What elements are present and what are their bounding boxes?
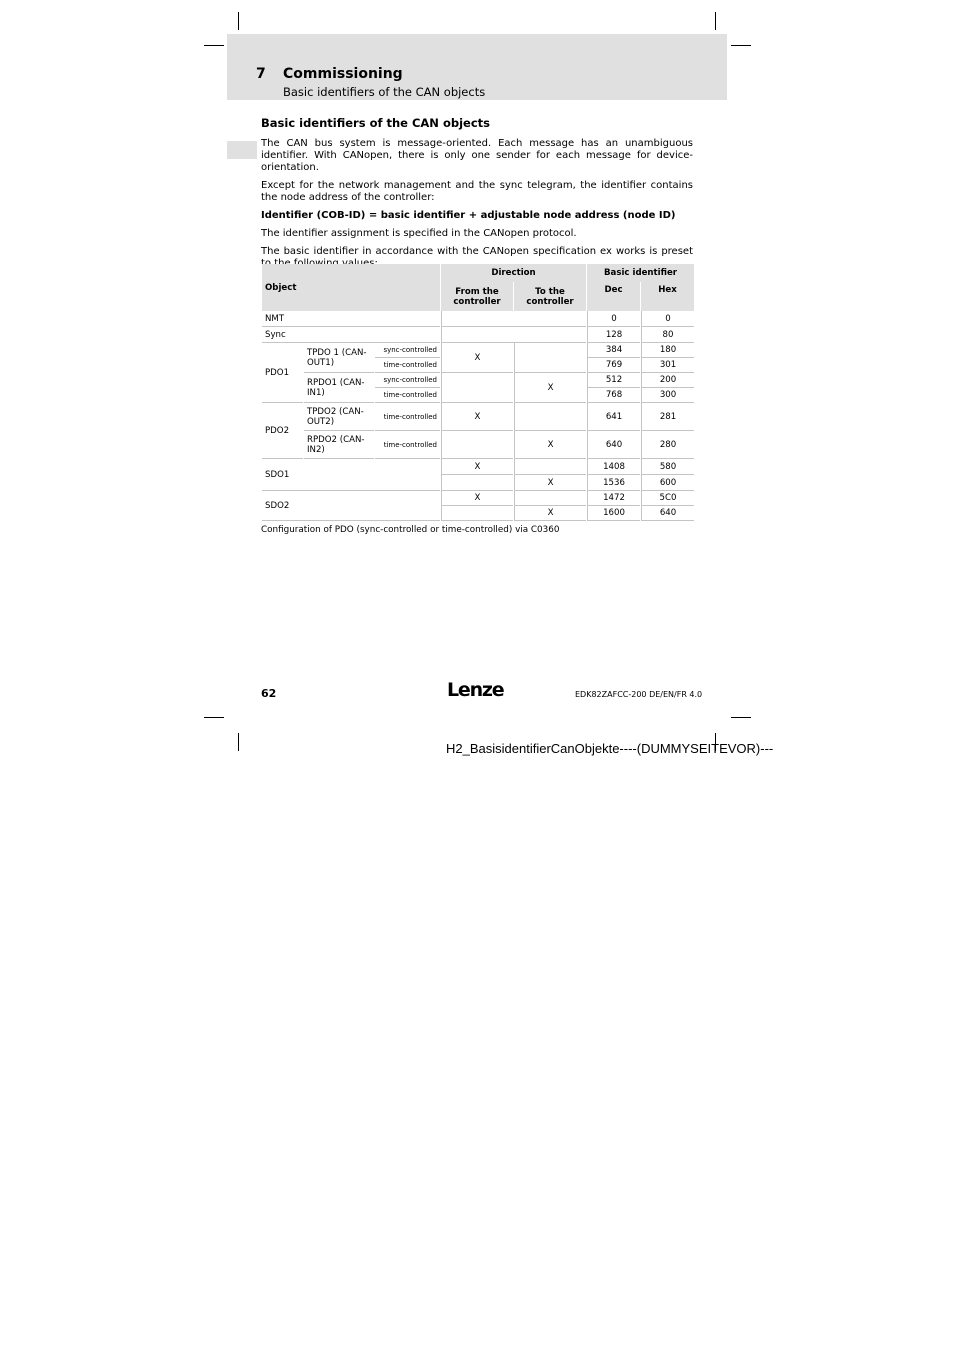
hex-cell: 0 <box>641 311 694 327</box>
mode-cell: time-controlled <box>375 388 440 403</box>
hex-cell: 600 <box>641 475 694 491</box>
from-cell <box>441 431 513 459</box>
dec-cell: 769 <box>587 358 640 373</box>
basic-identifier-table <box>261 264 695 521</box>
hex-cell: 280 <box>641 431 694 459</box>
side-tab-marker <box>227 141 257 159</box>
mode-cell: time-controlled <box>375 431 440 459</box>
header-dec: Dec <box>587 282 640 311</box>
dec-cell: 1536 <box>587 475 640 491</box>
mode-cell: sync-controlled <box>375 343 440 358</box>
hex-cell: 180 <box>641 343 694 358</box>
to-cell <box>514 343 586 373</box>
from-cell <box>441 373 513 403</box>
hex-cell: 580 <box>641 459 694 475</box>
lenze-logo: Lenze <box>447 679 504 701</box>
to-cell <box>514 491 586 506</box>
identifier-formula: Identifier (COB-ID) = basic identifier + adjustable node address (node ID) <box>261 210 676 221</box>
to-cell: X <box>514 475 586 491</box>
header-basic-identifier: Basic identifier <box>587 264 694 282</box>
object-cell: NMT <box>262 311 440 327</box>
direction-cell <box>441 311 586 327</box>
crop-mark <box>715 12 716 30</box>
crop-mark <box>204 45 224 46</box>
dec-cell: 640 <box>587 431 640 459</box>
table-row <box>262 311 694 327</box>
dec-cell: 1408 <box>587 459 640 475</box>
hex-cell: 5C0 <box>641 491 694 506</box>
table-row <box>262 373 694 388</box>
mode-cell: time-controlled <box>375 358 440 373</box>
rpdo2-cell: RPDO2 (CAN-IN2) <box>304 431 374 459</box>
from-cell <box>441 475 513 491</box>
table-caption: Configuration of PDO (sync-controlled or time-controlled) via C0360 <box>261 525 560 535</box>
dummy-page-label: H2_BasisidentifierCanObjekte----(DUMMYSEITEVOR)--- <box>446 741 774 756</box>
object-cell: SDO1 <box>262 459 440 491</box>
hex-cell: 200 <box>641 373 694 388</box>
dec-cell: 128 <box>587 327 640 343</box>
from-cell: X <box>441 403 513 431</box>
dec-cell: 1472 <box>587 491 640 506</box>
object-cell: Sync <box>262 327 440 343</box>
table-row <box>262 343 694 358</box>
crop-mark <box>238 733 239 751</box>
mode-cell: time-controlled <box>375 403 440 431</box>
table-row <box>262 403 694 431</box>
crop-mark <box>204 717 224 718</box>
dec-cell: 768 <box>587 388 640 403</box>
rpdo1-cell: RPDO1 (CAN-IN1) <box>304 373 374 403</box>
section-content <box>261 116 693 276</box>
crop-mark <box>731 45 751 46</box>
hex-cell: 300 <box>641 388 694 403</box>
object-cell: SDO2 <box>262 491 440 521</box>
tpdo2-cell: TPDO2 (CAN-OUT2) <box>304 403 374 431</box>
dec-cell: 384 <box>587 343 640 358</box>
to-cell <box>514 403 586 431</box>
crop-mark <box>731 717 751 718</box>
header-to-controller: To the controller <box>514 282 586 311</box>
to-cell: X <box>514 431 586 459</box>
header-direction: Direction <box>441 264 586 282</box>
paragraph: The identifier assignment is specified in the CANopen protocol. <box>261 228 577 239</box>
from-cell <box>441 506 513 521</box>
header-from-controller: From the controller <box>441 282 513 311</box>
dec-cell: 641 <box>587 403 640 431</box>
hex-cell: 301 <box>641 358 694 373</box>
chapter-number: 7 <box>256 66 266 82</box>
from-cell: X <box>441 343 513 373</box>
document-id: EDK82ZAFCC-200 DE/EN/FR 4.0 <box>575 690 703 699</box>
header-hex: Hex <box>641 282 694 311</box>
chapter-subtitle: Basic identifiers of the CAN objects <box>283 85 486 99</box>
object-cell: PDO2 <box>262 403 303 459</box>
tpdo1-cell: TPDO 1 (CAN-OUT1) <box>304 343 374 373</box>
direction-cell <box>441 327 586 343</box>
crop-mark <box>238 12 239 30</box>
section-title: Basic identifiers of the CAN objects <box>261 116 490 130</box>
to-cell <box>514 459 586 475</box>
page-number: 62 <box>261 687 277 700</box>
table-row <box>262 459 694 475</box>
to-cell: X <box>514 506 586 521</box>
dec-cell: 1600 <box>587 506 640 521</box>
hex-cell: 80 <box>641 327 694 343</box>
from-cell: X <box>441 459 513 475</box>
table-row <box>262 491 694 506</box>
dec-cell: 0 <box>587 311 640 327</box>
header-object: Object <box>262 264 440 311</box>
to-cell: X <box>514 373 586 403</box>
table-row <box>262 431 694 459</box>
hex-cell: 640 <box>641 506 694 521</box>
paragraph: The CAN bus system is message-oriented. Each message has an unambiguous identifier. With CANopen, there is only one sender for each message for device-orientation. <box>261 138 693 173</box>
table-row <box>262 327 694 343</box>
mode-cell: sync-controlled <box>375 373 440 388</box>
hex-cell: 281 <box>641 403 694 431</box>
from-cell: X <box>441 491 513 506</box>
paragraph: Except for the network management and the sync telegram, the identifier contains the node address of the controller: <box>261 180 693 203</box>
chapter-title: Commissioning <box>283 66 403 82</box>
paragraph: The basic identifier in accordance with the CANopen specification ex works is preset <box>261 246 693 257</box>
dec-cell: 512 <box>587 373 640 388</box>
object-cell: PDO1 <box>262 343 303 403</box>
